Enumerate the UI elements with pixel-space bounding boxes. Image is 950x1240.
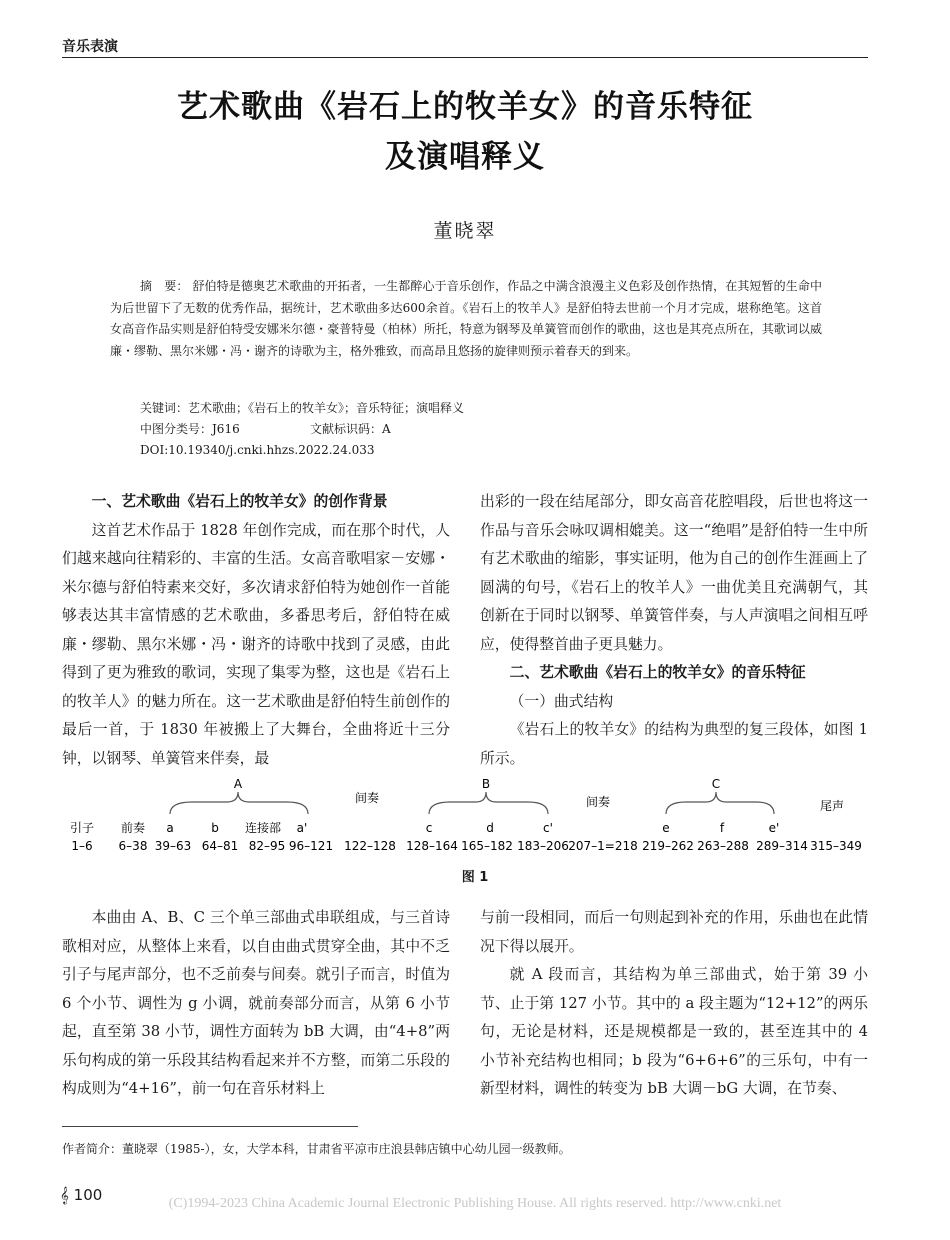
label-prelude: 前奏	[120, 821, 146, 835]
range-15: 315–349	[810, 839, 862, 853]
label-a: a	[166, 821, 174, 835]
author-bio-footnote: 作者简介：董晓翠（1985-），女，大学本科，甘肃省平凉市庄浪县韩店镇中心幼儿园一级教师。	[62, 1142, 571, 1156]
brace-a	[170, 792, 308, 814]
author-name: 董晓翠	[433, 220, 497, 242]
section-2-paragraph-1: 《岩石上的牧羊女》的结构为典型的复三段体，如图 1 所示。	[480, 721, 868, 767]
range-11: 207–1=218	[568, 839, 638, 853]
article-title-line1: 艺术歌曲《岩石上的牧羊女》的音乐特征	[177, 89, 753, 125]
label-b: b	[211, 821, 219, 835]
brace-b	[429, 792, 548, 814]
copyright-watermark: (C)1994-2023 China Academic Journal Electronic Publishing House. All rights reserved. http://www.cnki.net	[168, 1196, 782, 1211]
section-1-paragraph: 这首艺术作品于 1828 年创作完成，而在那个时代，人们越来越向往精彩的、丰富的生活。女高音歌唱家－安娜・米尔德与舒伯特素来交好，多次请求舒伯特为她创作一首能够表达其丰富情感的艺术歌曲，多番思考后，舒伯特在威廉・缪勒、黑尔米娜・冯・谢齐的诗歌中找到了灵感，由此得到了更为雅致的歌词，实现了集零为整，这也是《岩石上的牧羊人》的魅力所在。这一艺术歌曲是舒伯特生前创作的最后一首，于 1830 年被搬上了大舞台，全曲将近十三分钟，以钢琴、单簧管来伴奏，最	[62, 521, 450, 767]
interlude-label-2: 间奏	[585, 795, 611, 809]
abstract-label: 摘 要：	[140, 279, 189, 293]
section-1-heading: 一、艺术歌曲《岩石上的牧羊女》的创作背景	[91, 493, 388, 510]
treble-clef-icon: 𝄞	[60, 1186, 69, 1204]
interlude-label-1: 间奏	[354, 791, 380, 805]
label-e: e	[662, 821, 670, 835]
group-label-c: C	[711, 777, 721, 791]
label-f: f	[719, 821, 725, 835]
clc-number: 中图分类号：J616	[140, 422, 240, 436]
label-a-prime: a'	[296, 821, 308, 835]
coda-label: 尾声	[819, 799, 845, 813]
doi: DOI:10.19340/j.cnki.hhzs.2022.24.033	[140, 443, 375, 457]
range-4: 64–81	[201, 839, 239, 853]
left-column-top	[62, 488, 450, 773]
range-9: 165–182	[461, 839, 513, 853]
range-10: 183–206	[517, 839, 569, 853]
right-column-top	[480, 488, 868, 773]
group-label-a: A	[233, 777, 243, 791]
figure-caption: 图 1	[461, 870, 489, 885]
range-2: 6–38	[118, 839, 148, 853]
range-7: 122–128	[344, 839, 396, 853]
footnote-rule	[62, 1126, 358, 1127]
label-d: d	[486, 821, 494, 835]
brace-c	[666, 792, 774, 814]
subsection-1-heading: （一）曲式结构	[509, 692, 614, 710]
group-label-b: B	[481, 777, 491, 791]
right-column-bottom	[480, 904, 868, 1104]
range-12: 219–262	[642, 839, 694, 853]
keywords: 关键词：艺术歌曲；《岩石上的牧羊女》；音乐特征；演唱释义	[140, 401, 465, 415]
section-2-paragraph-2: 本曲由 A、B、C 三个单三部曲式串联组成，与三首诗歌相对应，从整体上来看，以自由曲式贯穿全曲，其中不乏引子与尾声部分，也不乏前奏与间奏。就引子而言，时值为 6 个小节、调性为 g 小调，就前奏部分而言，从第 6 小节起，直至第 38 小节，调性方面转为 bB 大调，由“4+8”两乐句构成的第一乐段其结构看起来并不方整，而第二乐段的构成则为“4+16”，前一句在音乐材料上	[62, 909, 450, 1097]
range-13: 263–288	[697, 839, 749, 853]
range-6: 96–121	[288, 839, 334, 853]
section-1-paragraph-continued: 出彩的一段在结尾部分，即女高音花腔唱段，后世也将这一作品与音乐会咏叹调相媲美。这一“绝唱”是舒伯特一生中所有艺术歌曲的缩影，事实证明，他为自己的创作生涯画上了圆满的句号，《岩石上的牧羊人》一曲优美且充满朝气，其创新在于同时以钢琴、单簧管伴奏，与人声演唱之间相互呼应，使得整首曲子更具魅力。	[480, 493, 868, 653]
section-2-heading: 二、艺术歌曲《岩石上的牧羊女》的音乐特征	[509, 664, 806, 681]
section-2-paragraph-2-continued: 与前一段相同，而后一句则起到补充的作用，乐曲也在此情况下得以展开。	[480, 909, 868, 955]
range-5: 82–95	[248, 839, 286, 853]
abstract-text: 舒伯特是德奥艺术歌曲的开拓者，一生都醉心于音乐创作，作品之中满含浪漫主义色彩及创作热情，在其短暂的生命中为后世留下了无数的优秀作品，据统计，艺术歌曲多达600余首。《岩石上的牧羊人》是舒伯特去世前一个月才完成，堪称绝笔。这首女高音作品实则是舒伯特受安娜米尔德・豪普特曼（柏林）所托，特意为钢琴及单簧管而创作的歌曲，这也是其亮点所在，其歌词以威廉・缪勒、黑尔米娜・冯・谢齐的诗歌为主，格外雅致，而高昂且悠扬的旋律则预示着春天的到来。	[110, 279, 822, 358]
label-c-prime: c'	[543, 821, 553, 835]
section-2-paragraph-3: 就 A 段而言，其结构为单三部曲式，始于第 39 小节、止于第 127 小节。其中的 a 段主题为“12+12”的两乐句，无论是材料，还是规模都是一致的，甚至连其中的 4 小节补充结构也相同；b 段为“6+6+6”的三乐句，中有一新型材料，调性的转变为 bB 大调－bG 大调，在节奏、	[480, 966, 868, 1097]
document-code: 文献标识码：A	[310, 422, 391, 436]
form-structure-diagram	[62, 770, 872, 866]
range-8: 128–164	[406, 839, 458, 853]
left-column-bottom	[62, 904, 450, 1104]
range-1: 1–6	[71, 839, 93, 853]
journal-section-label: 音乐表演	[62, 39, 118, 55]
label-intro: 引子	[69, 821, 95, 835]
label-transition: 连接部	[244, 821, 282, 835]
label-c: c	[425, 821, 433, 835]
article-title-line2: 及演唱释义	[385, 139, 545, 175]
label-e-prime: e'	[768, 821, 780, 835]
range-3: 39–63	[154, 839, 192, 853]
page-number-value: 100	[73, 1186, 103, 1204]
abstract	[110, 276, 822, 362]
range-14: 289–314	[756, 839, 808, 853]
header-rule	[62, 57, 868, 58]
